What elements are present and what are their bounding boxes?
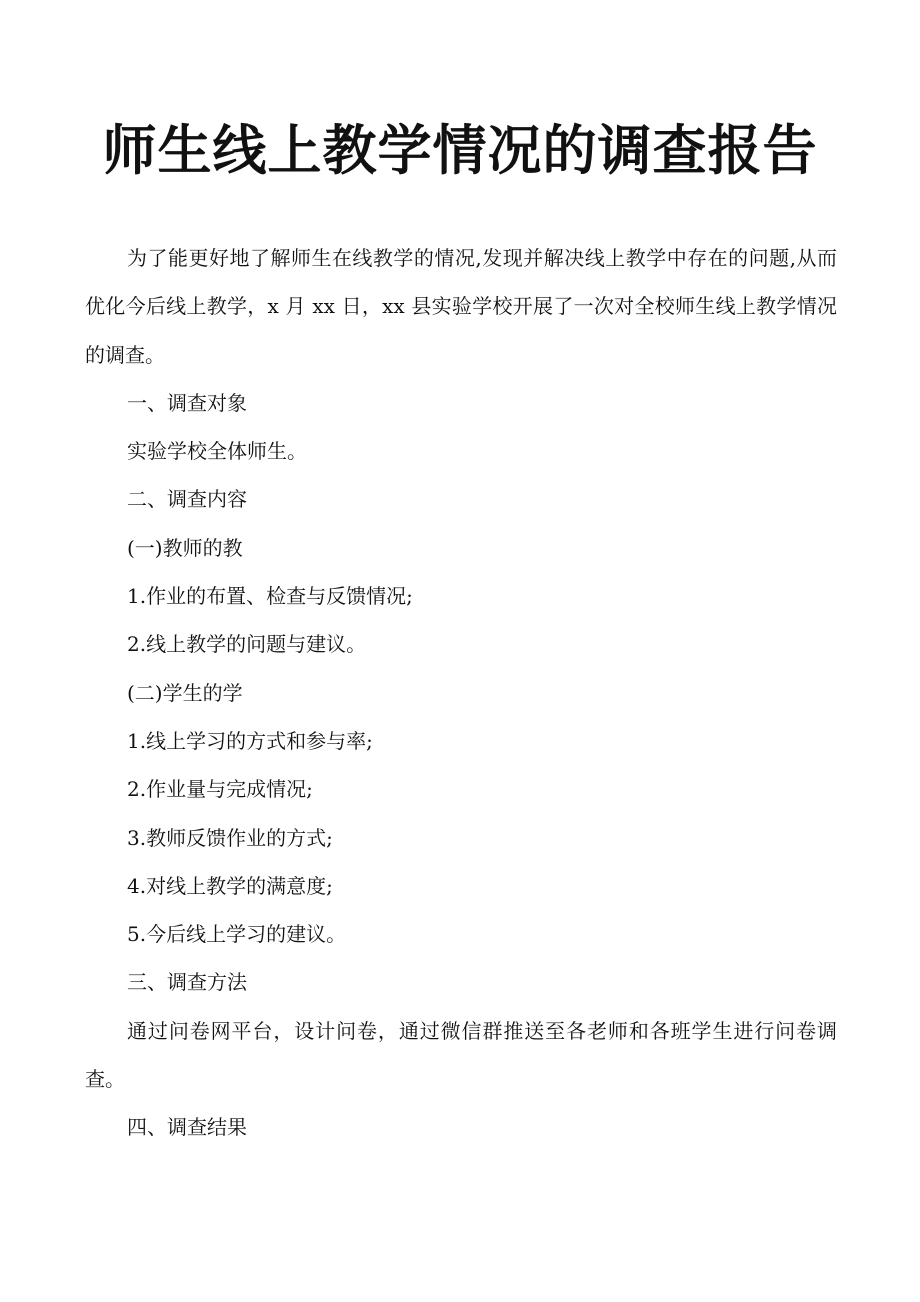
section-heading-survey-target: 一、调查对象 — [127, 390, 247, 415]
document-body — [85, 234, 837, 1152]
intro-paragraph: 为了能更好地了解师生在线教学的情况,发现并解决线上教学中存在的问题,从而优化今后线上教学，x 月 xx 日，xx 县实验学校开展了一次对全校师生线上教学情况的调查。 — [85, 246, 837, 367]
survey-target-text: 实验学校全体师生。 — [127, 439, 307, 464]
section-heading-survey-method: 三、调查方法 — [127, 970, 247, 995]
list-item: 4.对线上教学的满意度; — [127, 873, 333, 898]
survey-method-text: 通过问卷网平台，设计问卷，通过微信群推送至各老师和各班学生进行问卷调查。 — [85, 1018, 837, 1092]
list-item: 2.线上教学的问题与建议。 — [127, 632, 367, 657]
list-item: 5.今后线上学习的建议。 — [127, 922, 347, 947]
subsection-student-learning: (二)学生的学 — [127, 680, 243, 705]
list-item: 2.作业量与完成情况; — [127, 777, 313, 802]
list-item: 1.线上学习的方式和参与率; — [127, 728, 373, 753]
document-title: 师生线上教学情况的调查报告 — [102, 118, 818, 182]
section-heading-survey-content: 二、调查内容 — [127, 487, 247, 512]
list-item: 1.作业的布置、检查与反馈情况; — [127, 584, 413, 609]
list-item: 3.教师反馈作业的方式; — [127, 825, 333, 850]
section-heading-survey-results: 四、调查结果 — [127, 1115, 247, 1140]
subsection-teacher-teaching: (一)教师的教 — [127, 535, 243, 560]
